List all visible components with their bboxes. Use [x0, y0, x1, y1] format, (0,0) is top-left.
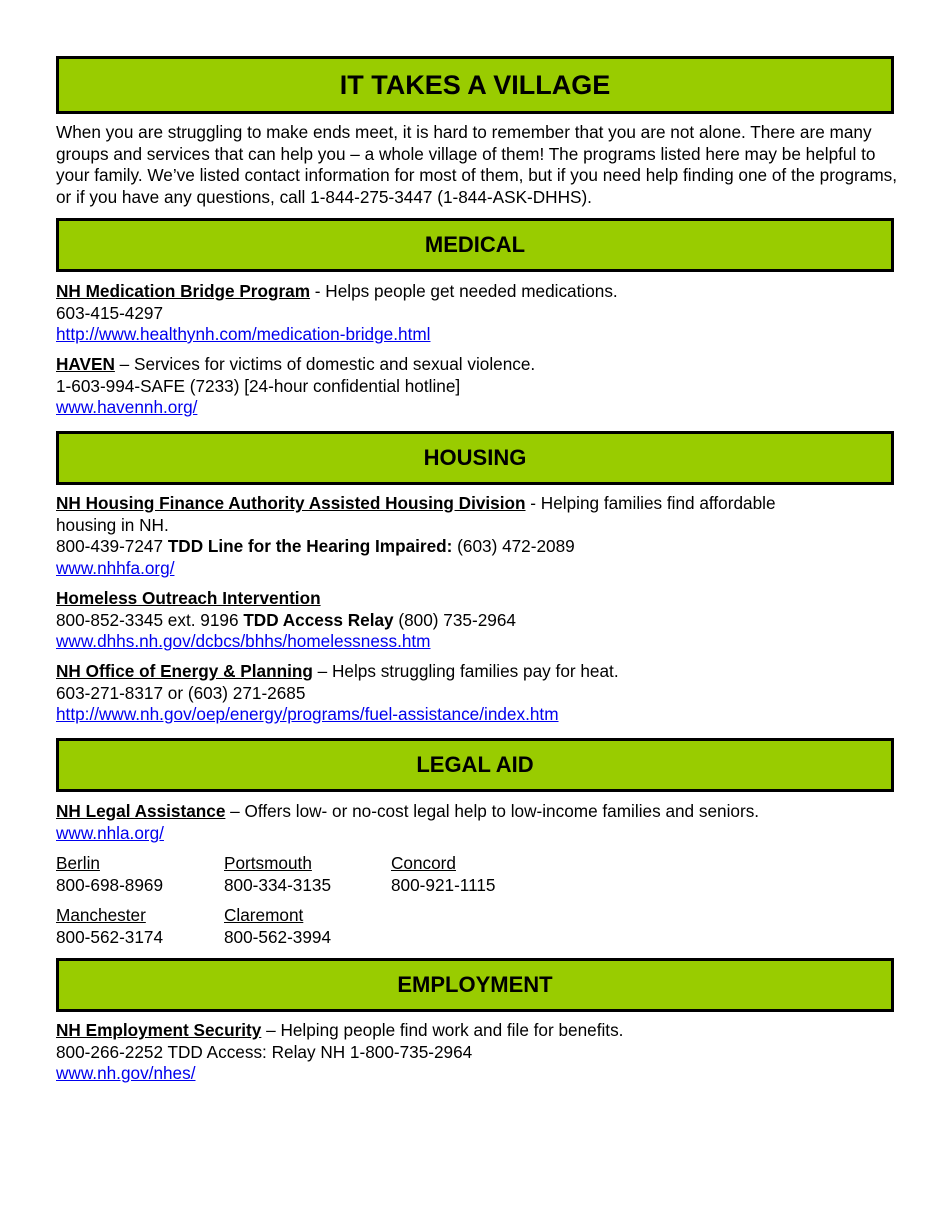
office-city: Berlin [56, 853, 100, 873]
tdd-number: (800) 735-2964 [393, 609, 516, 630]
program-desc-continued: housing in NH. [56, 514, 169, 535]
program-name: NH Legal Assistance [56, 801, 226, 821]
office-city: Concord [391, 853, 456, 873]
program-phone: 603-271-8317 or (603) 271-2685 [56, 682, 306, 703]
program-phone: 1-603-994-SAFE (7233) [24-hour confidential hotline] [56, 375, 461, 396]
program-name: NH Office of Energy & Planning [56, 661, 313, 681]
office-phone: 800-334-3135 [224, 874, 332, 895]
program-name: HAVEN [56, 354, 115, 374]
program-link[interactable]: http://www.nh.gov/oep/energy/programs/fuel-assistance/index.htm [56, 704, 559, 724]
program-link[interactable]: http://www.healthynh.com/medication-bridge.html [56, 324, 431, 344]
office-city: Manchester [56, 905, 146, 925]
program-link[interactable]: www.dhhs.nh.gov/dcbcs/bhhs/homelessness.htm [56, 631, 431, 651]
program-desc: – Helping people find work and file for benefits. [261, 1020, 624, 1040]
program-name: NH Employment Security [56, 1020, 262, 1040]
section-heading-housing: HOUSING [56, 431, 894, 485]
section-heading-medical: MEDICAL [56, 218, 894, 272]
office-phone: 800-698-8969 [56, 874, 164, 895]
entry-nhhfa [56, 493, 916, 579]
program-name: NH Medication Bridge Program [56, 281, 311, 301]
entry-nh-employment-security [56, 1020, 916, 1085]
tdd-label: TDD Access Relay [243, 609, 394, 630]
program-name: NH Housing Finance Authority Assisted Housing Division [56, 493, 526, 513]
entry-haven [56, 354, 916, 419]
office-phone: 800-921-1115 [391, 874, 496, 895]
intro-paragraph: When you are struggling to make ends meet, it is hard to remember that you are not alone. There are many groups and services that can help you – a whole village of them! The programs listed here may be helpful to your family. We’ve listed contact information for most of them, but if you need help finding one of the programs, or if you have any questions, call 1-844-275-3447 (1-844-ASK-DHHS). [56, 122, 898, 207]
office-concord [391, 853, 495, 896]
program-link[interactable]: www.nhhfa.org/ [56, 557, 175, 578]
program-phone: 800-266-2252 TDD Access: Relay NH 1-800-735-2964 [56, 1041, 473, 1062]
entry-medication-bridge [56, 281, 916, 346]
entry-homeless-outreach [56, 588, 916, 653]
program-phone: 800-439-7247 [56, 536, 168, 556]
office-city: Portsmouth [224, 853, 312, 873]
office-phone: 800-562-3994 [224, 926, 332, 947]
office-city: Claremont [224, 905, 304, 925]
program-phone: 800-852-3345 ext. 9196 [56, 609, 244, 630]
program-desc: - Helps people get needed medications. [310, 281, 618, 301]
section-heading-legal-aid: LEGAL AID [56, 738, 894, 792]
program-phone: 603-415-4297 [56, 302, 164, 323]
office-claremont [224, 905, 331, 948]
office-portsmouth [224, 853, 331, 896]
program-name: Homeless Outreach Intervention [56, 588, 321, 608]
tdd-number: (603) 472-2089 [452, 536, 575, 556]
program-link[interactable]: www.nh.gov/nhes/ [56, 1063, 196, 1083]
entry-energy-planning [56, 661, 916, 726]
program-desc: - Helping families find affordable [525, 493, 776, 513]
program-link[interactable]: www.nhla.org/ [56, 822, 164, 843]
office-berlin [56, 853, 163, 896]
program-desc: – Services for victims of domestic and sexual violence. [114, 354, 536, 374]
tdd-label: TDD Line for the Hearing Impaired: [167, 536, 453, 556]
section-heading-employment: EMPLOYMENT [56, 958, 894, 1012]
entry-nh-legal-assistance [56, 801, 916, 844]
program-desc: – Offers low- or no-cost legal help to low-income families and seniors. [225, 801, 760, 821]
office-phone: 800-562-3174 [56, 926, 164, 947]
office-manchester [56, 905, 163, 948]
program-desc: – Helps struggling families pay for heat. [312, 661, 619, 681]
page-title: IT TAKES A VILLAGE [56, 56, 894, 114]
program-link[interactable]: www.havennh.org/ [56, 397, 198, 417]
